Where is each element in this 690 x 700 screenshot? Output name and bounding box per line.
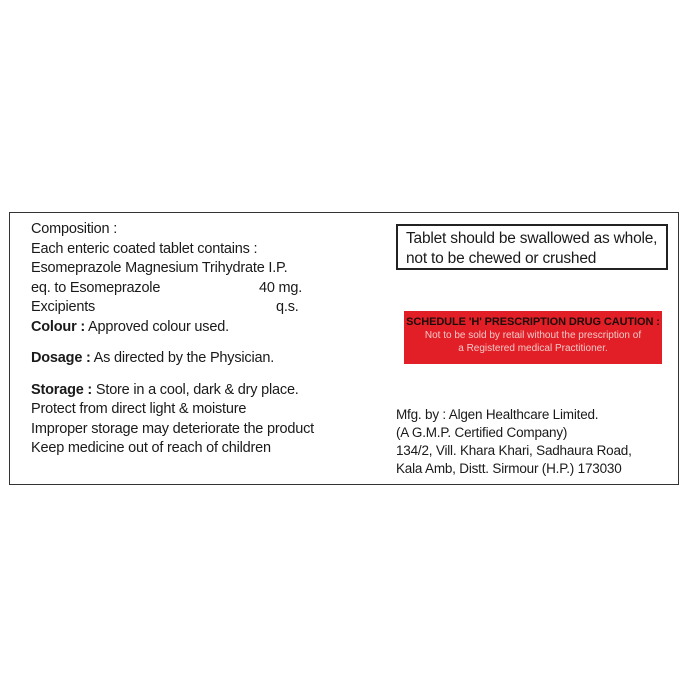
label-panel: [9, 212, 679, 485]
composition-line-tablet: Each enteric coated tablet contains :: [31, 240, 258, 257]
composition-section: [31, 220, 371, 459]
manufacturer-name: Mfg. by : Algen Healthcare Limited.: [396, 407, 599, 422]
composition-heading: Composition :: [31, 221, 118, 237]
colour-label: Colour :: [31, 318, 85, 335]
dosage-line: [31, 349, 371, 369]
composition-line-ingredient: Esomeprazole Magnesium Trihydrate I.P.: [31, 260, 288, 276]
excipients-label: Excipients: [31, 299, 96, 315]
excipients-quantity: q.s.: [276, 299, 299, 315]
storage-line-children: Keep medicine out of reach of children: [31, 440, 271, 456]
caution-title: SCHEDULE 'H' PRESCRIPTION DRUG CAUTION :: [406, 316, 660, 328]
caution-line1: Not to be sold by retail without the prescription of: [424, 330, 642, 341]
storage-label: Storage :: [31, 381, 93, 398]
equivalent-label: eq. to Esomeprazole: [31, 279, 161, 296]
swallow-notice-line2: not to be chewed or crushed: [406, 249, 597, 267]
caution-line2: a Registered medical Practitioner.: [458, 343, 608, 354]
dosage-label: Dosage :: [31, 350, 91, 366]
manufacturer-address-line1: 134/2, Vill. Khara Khari, Sadhaura Road,: [396, 443, 632, 458]
storage-line-light: Protect from direct light & moisture: [31, 401, 247, 417]
storage-value: Store in a cool, dark & dry place.: [95, 381, 299, 398]
composition-line-equivalent: [31, 279, 371, 299]
dosage-value: As directed by the Physician.: [93, 350, 275, 366]
storage-line-deteriorate: Improper storage may deteriorate the product: [31, 420, 314, 437]
colour-value: Approved colour used.: [88, 318, 229, 335]
manufacturer-address-line2: Kala Amb, Distt. Sirmour (H.P.) 173030: [396, 461, 622, 476]
colour-line: [31, 318, 371, 338]
swallow-notice-box: [396, 224, 668, 270]
schedule-h-caution-box: [404, 311, 662, 364]
manufacturer-certification: (A G.M.P. Certified Company): [396, 425, 568, 440]
manufacturer-section: [396, 406, 666, 478]
equivalent-quantity: 40 mg.: [259, 279, 303, 296]
storage-line: [31, 381, 371, 401]
composition-line-excipients: [31, 298, 371, 318]
swallow-notice-line1: Tablet should be swallowed as whole,: [406, 230, 658, 247]
